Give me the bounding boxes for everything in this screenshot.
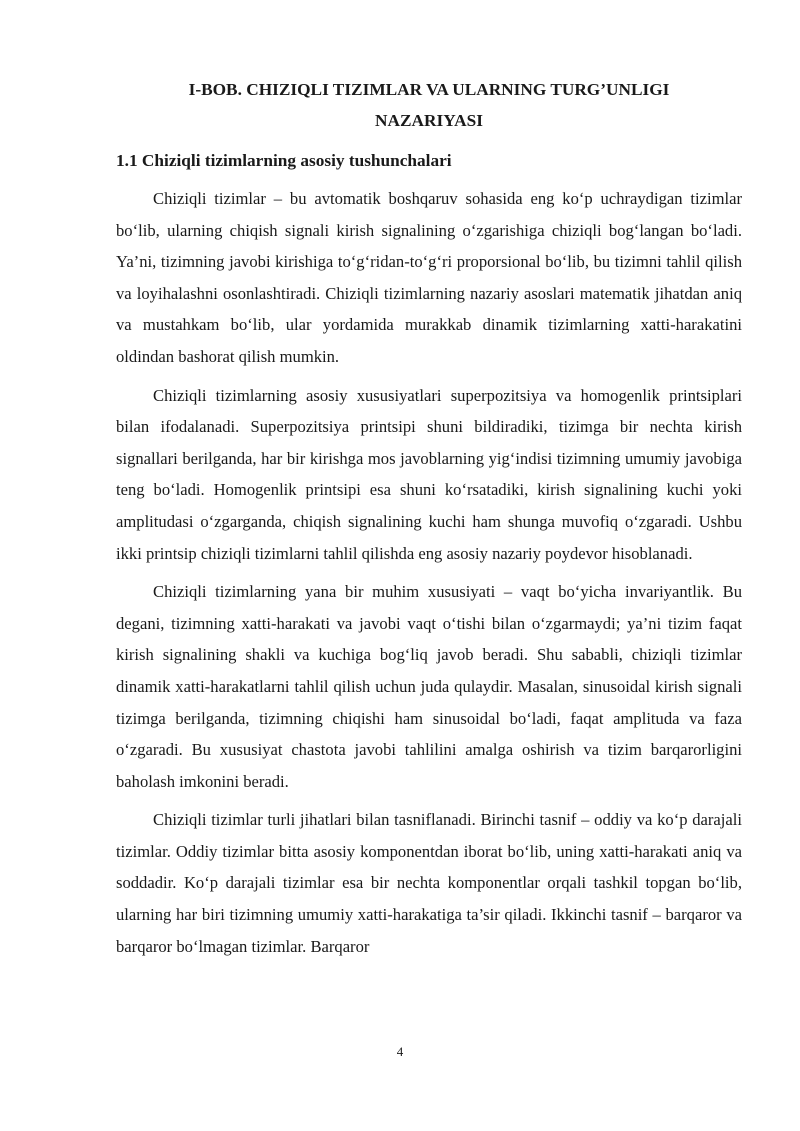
paragraph-4: Chiziqli tizimlar turli jihatlari bilan tasniflanadi. Birinchi tasnif – oddiy va ko‘p darajali tizimlar. Oddiy tizimlar bitta asosiy komponentdan iborat bo‘lib, uning xatti-harakati aniq va soddadir. Ko‘p darajali tizimlar esa bir nechta komponentlar orqali tashkil topgan bo‘lib, ularning har biri tizimning umumiy xatti-harakatiga ta’sir qiladi. Ikkinchi tasnif – barqaror va barqaror bo‘lmagan tizimlar. Barqaror — [116, 810, 742, 956]
paragraph-3: Chiziqli tizimlarning yana bir muhim xususiyati – vaqt bo‘yicha invariyantlik. Bu degani, tizimning xatti-harakati va javobi vaqt o‘tishi bilan o‘zgarmaydi; ya’ni tizim faqat kirish signalining shakli va kuchiga bog‘liq javob beradi. Shu sababli, chiziqli tizimlar dinamik xatti-harakatlarni tahlil qilish uchun juda qulaydir. Masalan, sinusoidal kirish signali tizimga berilganda, tizimning chiqishi ham sinusoidal bo‘ladi, faqat amplituda va faza o‘zgaradi. Bu xususiyat chastota javobi tahlilini amalga oshirish va tizim barqarorligini baholash imkonini beradi. — [116, 582, 742, 791]
chapter-title: I-BOB. CHIZIQLI TIZIMLAR VA ULARNING TURG’UNLIGI NAZARIYASI — [188, 80, 670, 130]
paragraph-2: Chiziqli tizimlarning asosiy xususiyatlari superpozitsiya va homogenlik printsiplari bilan ifodalanadi. Superpozitsiya printsipi shuni bildiradiki, tizimga bir nechta kirish signallari berilganda, har bir kirishga mos javoblarning yig‘indisi tizimning umumiy javobiga teng bo‘ladi. Homogenlik printsipi esa shuni ko‘rsatadiki, kirish signalining kuchi yoki amplitudasi o‘zgarganda, chiqish signalining kuchi ham shunga muvofiq o‘zgaradi. Ushbu ikki printsip chiziqli tizimlarni tahlil qilishda eng asosiy nazariy poydevor hisoblanadi. — [116, 385, 742, 563]
section-title: 1.1 Chiziqli tizimlarning asosiy tushunchalari — [116, 151, 452, 170]
document-page — [116, 0, 742, 962]
paragraph-1: Chiziqli tizimlar – bu avtomatik boshqaruv sohasida eng ko‘p uchraydigan tizimlar bo‘lib, ularning chiqish signali kirish signalining o‘zgarishiga chiziqli bog‘langan bo‘ladi. Ya’ni, tizimning javobi kirishiga to‘g‘ridan-to‘g‘ri proporsional bo‘lib, bu tizimni tahlil qilish va loyihalashni osonlashtiradi. Chiziqli tizimlarning nazariy asoslari matematik jihatdan aniq va mustahkam bo‘lib, ular yordamida murakkab dinamik tizimlarning xatti-harakatini oldindan bashorat qilish mumkin. — [116, 189, 742, 366]
page-number: 4 — [396, 1044, 404, 1059]
